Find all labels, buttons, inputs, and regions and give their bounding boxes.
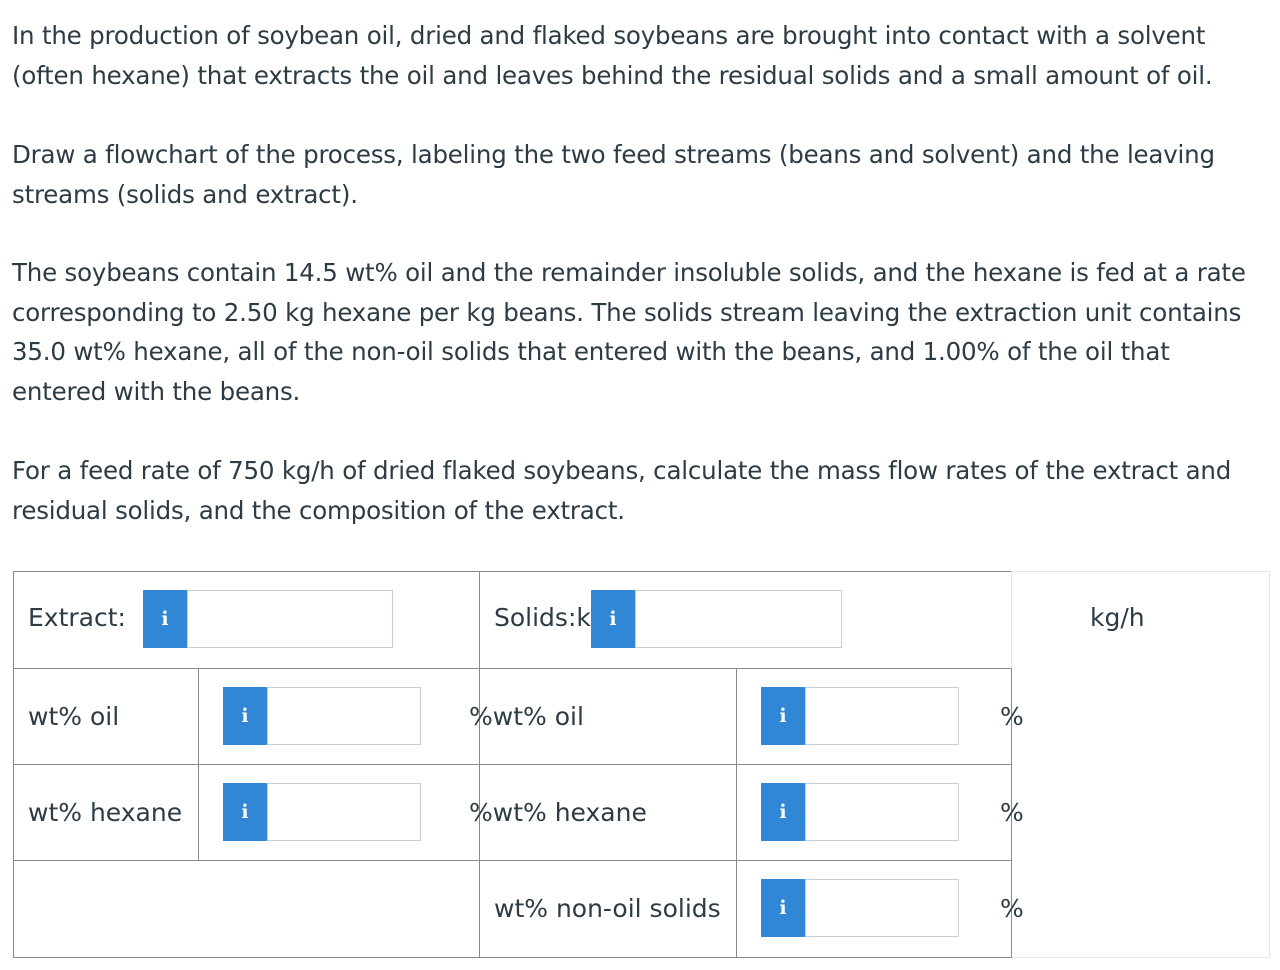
- solids-hexane-label: %wt% hexane: [469, 798, 647, 827]
- extract-hexane-label: wt% hexane: [28, 798, 183, 827]
- extract-oil-info-icon[interactable]: i: [223, 687, 267, 745]
- solids-nonoil-label: wt% non-oil solids: [494, 894, 721, 923]
- percent-sign: %: [1000, 702, 1024, 731]
- solids-label: Solids:k: [494, 603, 591, 632]
- empty-cell: [13, 860, 480, 958]
- problem-paragraph-1: In the production of soybean oil, dried and flaked soybeans are brought into contact with a solvent (often hexane) that extracts the oil and leaves behind the residual solids and a small amount of oil.: [12, 21, 1213, 90]
- problem-paragraph-4: For a feed rate of 750 kg/h of dried flaked soybeans, calculate the mass flow rates of the extract and residual solids, and the composition of the extract.: [12, 456, 1232, 525]
- percent-sign: %: [1000, 798, 1024, 827]
- extract-hexane-input[interactable]: [267, 783, 421, 841]
- solids-flow-input[interactable]: [635, 590, 842, 648]
- solids-nonoil-input[interactable]: [805, 879, 959, 937]
- solids-info-icon[interactable]: i: [591, 590, 635, 648]
- solids-hexane-input[interactable]: [805, 783, 959, 841]
- extract-info-icon[interactable]: i: [143, 590, 187, 648]
- unit-label: kg/h: [1090, 603, 1145, 632]
- problem-paragraph-3: The soybeans contain 14.5 wt% oil and the remainder insoluble solids, and the hexane is fed at a rate corresponding to 2.50 kg hexane per kg beans. The solids stream leaving the extraction unit contains 35.0 wt% hexane, all of the non-oil solids that entered with the beans, and 1.00% of the oil that entered with the beans.: [12, 258, 1246, 406]
- solids-oil-info-icon[interactable]: i: [761, 687, 805, 745]
- extract-oil-label: wt% oil: [28, 702, 120, 731]
- problem-paragraph-2: Draw a flowchart of the process, labeling the two feed streams (beans and solvent) and the leaving streams (solids and extract).: [12, 140, 1215, 209]
- solids-oil-label: %wt% oil: [469, 702, 584, 731]
- extract-flow-input[interactable]: [187, 590, 393, 648]
- solids-nonoil-info-icon[interactable]: i: [761, 879, 805, 937]
- solids-hexane-info-icon[interactable]: i: [761, 783, 805, 841]
- extract-label: Extract:: [28, 603, 126, 632]
- extract-oil-input[interactable]: [267, 687, 421, 745]
- extract-hexane-info-icon[interactable]: i: [223, 783, 267, 841]
- solids-oil-input[interactable]: [805, 687, 959, 745]
- percent-sign: %: [1000, 894, 1024, 923]
